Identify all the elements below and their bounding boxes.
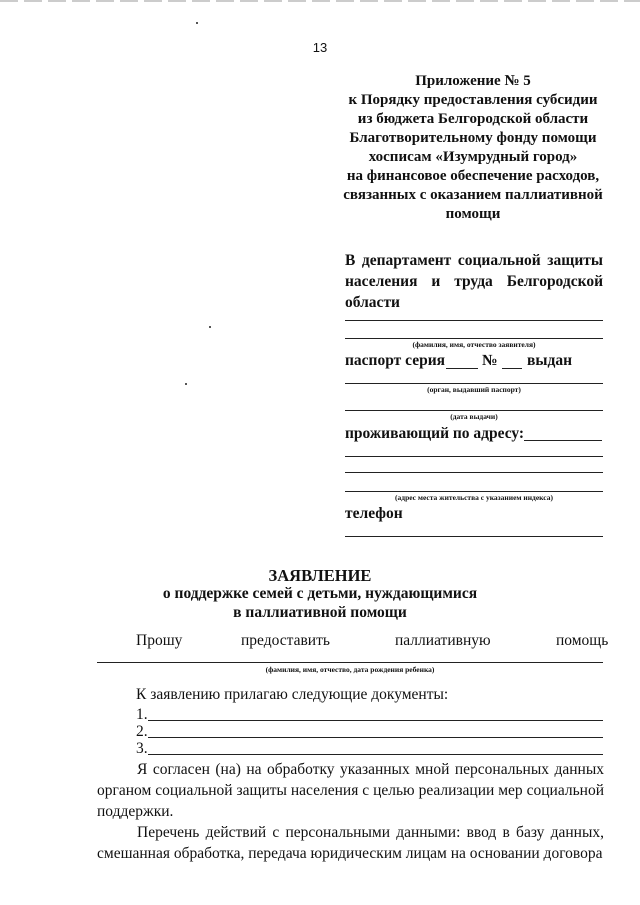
appendix-header xyxy=(334,72,612,224)
request-word: предоставить xyxy=(241,632,330,649)
appendix-line: хосписам «Изумрудный город» xyxy=(368,149,578,165)
attachments-intro: К заявлению прилагаю следующие документы: xyxy=(136,686,449,703)
appendix-line: связанных с оказанием паллиативной xyxy=(343,187,603,203)
address-line xyxy=(345,491,603,492)
scan-edge xyxy=(0,0,640,2)
attachment-line xyxy=(148,720,603,721)
statement-subtitle: в паллиативной помощи xyxy=(233,604,407,621)
fill-line xyxy=(345,320,603,321)
request-word: Прошу xyxy=(136,632,183,649)
issue-date-line xyxy=(345,410,603,411)
passport-issuer-caption: (орган, выдавший паспорт) xyxy=(427,385,521,394)
request-word: помощь xyxy=(556,632,609,649)
passport-number-label: № xyxy=(482,352,498,369)
child-caption: (фамилия, имя, отчество, дата рождения ребенка) xyxy=(265,665,435,674)
passport-series-line xyxy=(446,368,478,369)
attachment-line xyxy=(148,737,603,738)
address-caption: (адрес места жительства с указанием индекса) xyxy=(395,493,553,502)
applicant-name-line xyxy=(345,338,603,339)
passport-issuer-line xyxy=(345,383,603,384)
attachment-line xyxy=(148,754,603,755)
consent-paragraph: Я согласен (на) на обработку указанных мной персональных данных органом социальной защиты населения с целью реализации мер социальной поддержки. xyxy=(97,761,604,820)
issue-date-caption: (дата выдачи) xyxy=(450,412,498,421)
statement-subtitle: о поддержке семей с детьми, нуждающимися xyxy=(162,585,478,602)
address-label: проживающий по адресу: xyxy=(345,425,525,442)
address-line xyxy=(345,472,603,473)
appendix-line: из бюджета Белгородской области xyxy=(357,111,589,127)
phone-line xyxy=(345,536,603,537)
applicant-name-caption: (фамилия, имя, отчество заявителя) xyxy=(412,340,536,349)
appendix-line: на финансовое обеспечение расходов, xyxy=(346,168,600,184)
appendix-line: Благотворительному фонду помощи xyxy=(349,130,597,146)
attachment-number: 3. xyxy=(136,740,148,757)
appendix-line: Приложение № 5 xyxy=(415,73,531,89)
passport-number-line xyxy=(502,368,522,369)
phone-label: телефон xyxy=(345,505,403,522)
request-word: паллиативную xyxy=(395,632,491,649)
attachment-number: 2. xyxy=(136,723,148,740)
appendix-line: к Порядку предоставления субсидии xyxy=(348,92,598,108)
recipient-department: В департамент социальной защиты населения и труда Белгородской области xyxy=(345,252,603,311)
page-number: 13 xyxy=(312,40,328,55)
address-line xyxy=(345,456,603,457)
scan-speck xyxy=(209,326,211,328)
scan-speck xyxy=(185,383,187,385)
attachment-number: 1. xyxy=(136,706,148,723)
child-line xyxy=(97,662,603,663)
statement-title: ЗАЯВЛЕНИЕ xyxy=(268,566,372,585)
scan-speck xyxy=(196,22,198,24)
passport-series-label: паспорт серия xyxy=(345,352,446,369)
passport-issued-label: выдан xyxy=(527,352,572,369)
address-line xyxy=(524,440,602,441)
appendix-line: помощи xyxy=(445,206,501,222)
actions-paragraph: Перечень действий с персональными данными: ввод в базу данных, смешанная обработка, передача юридическим лицам на основании договора xyxy=(97,824,604,862)
